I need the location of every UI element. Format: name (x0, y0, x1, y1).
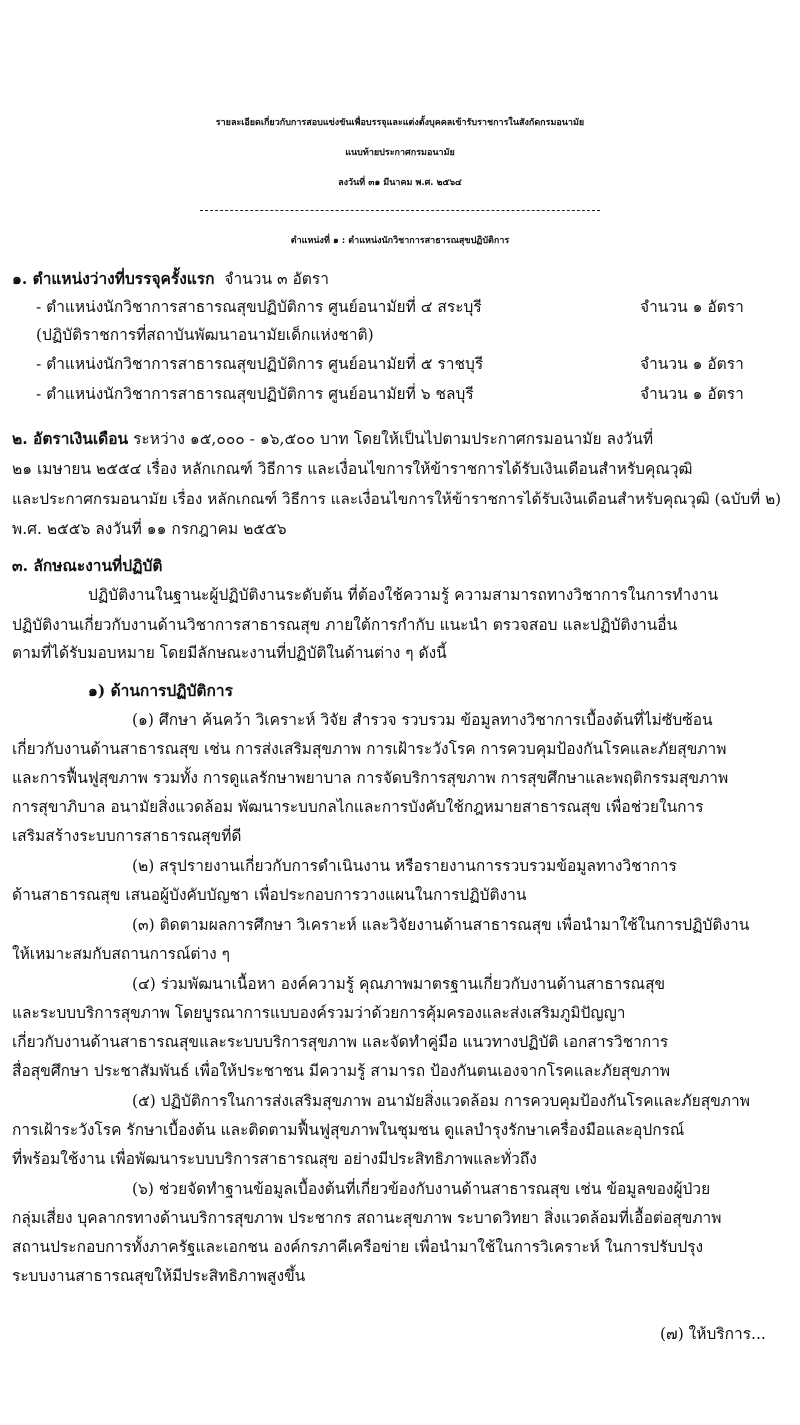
duty-1-line2: เกี่ยวกับงานด้านสาธารณสุข เช่น การส่งเสริมสุขภาพ การเฝ้าระวังโรค การควบคุมป้องกันโรคและภัยสุขภาพ (12, 740, 727, 758)
vacancy-count-2: จำนวน ๑ อัตรา (640, 355, 744, 373)
section3-intro-line1: ปฏิบัติงานในฐานะผู้ปฏิบัติงานระดับต้น ที่ต้องใช้ความรู้ ความสามารถทางวิชาการในการทำงาน (88, 586, 719, 604)
dashed-divider (200, 210, 600, 211)
section2-line4: พ.ศ. ๒๕๕๖ ลงวันที่ ๑๑ กรกฎาคม ๒๕๕๖ (12, 520, 287, 538)
duty-6-line2: กลุ่มเสี่ยง บุคลากรทางด้านบริการสุขภาพ ประชากร สถานะสุขภาพ ระบาดวิทยา สิ่งแวดล้อมที่เอื้อต่อสุขภาพ (12, 1209, 722, 1227)
section3-intro-line3: ตามที่ได้รับมอบหมาย โดยมีลักษณะงานที่ปฏิบัติในด้านต่าง ๆ ดังนี้ (12, 644, 447, 662)
vacancy-note: (ปฏิบัติราชการที่สถาบันพัฒนาอนามัยเด็กแห่งชาติ) (36, 326, 374, 344)
duty-1-line4: การสุขาภิบาล อนามัยสิ่งแวดล้อม พัฒนาระบบกลไกและการบังคับใช้กฎหมายสาธารณสุข เพื่อช่วยในการ (12, 798, 704, 816)
section2-line3: และประกาศกรมอนามัย เรื่อง หลักเกณฑ์ วิธีการ และเงื่อนไขการให้ข้าราชการได้รับเงินเดือนสำหรับคุณวุฒิ (ฉบับที่ ๒) (12, 490, 782, 508)
duty-5-line1: (๕) ปฏิบัติการในการส่งเสริมสุขภาพ อนามัยสิ่งแวดล้อม การควบคุมป้องกันโรคและภัยสุขภาพ (132, 1092, 750, 1110)
position-title: ตำแหน่งที่ ๑ : ตำแหน่งนักวิชาการสาธารณสุขปฏิบัติการ (290, 236, 510, 246)
duty-6-line3: สถานประกอบการทั้งภาครัฐและเอกชน องค์กรภาคีเครือข่าย เพื่อนำมาใช้ในการวิเคราะห์ ในการปรับปรุง (12, 1238, 704, 1256)
section1-heading (12, 268, 329, 290)
duty-4-line4: สื่อสุขศึกษา ประชาสัมพันธ์ เพื่อให้ประชาชน มีความรู้ สามารถ ป้องกันตนเองจากโรคและภัยสุขภาพ (12, 1062, 671, 1080)
duty-1-line1: (๑) ศึกษา ค้นคว้า วิเคราะห์ วิจัย สำรวจ รวบรวม ข้อมูลทางวิชาการเบื้องต้นที่ไม่ซับซ้อน (132, 711, 713, 729)
duty-4-line3: เกี่ยวกับงานด้านสาธารณสุขและระบบบริการสุขภาพ และจัดทำคู่มือ แนวทางปฏิบัติ เอกสารวิชาการ (12, 1033, 669, 1051)
header-title-line1: รายละเอียดเกี่ยวกับการสอบแข่งขันเพื่อบรรจุและแต่งตั้งบุคคลเข้ารับราชการในสังกัดกรมอนามัย (215, 118, 585, 128)
section2-title: ๒. อัตราเงินเดือน (12, 429, 129, 448)
section1-total: จำนวน ๓ อัตรา (224, 270, 329, 288)
header-date: ลงวันที่ ๓๑ มีนาคม พ.ศ. ๒๕๖๔ (338, 178, 462, 188)
duty-4-line2: และระบบบริการสุขภาพ โดยบูรณาการแบบองค์รวมว่าด้วยการคุ้มครองและส่งเสริมภูมิปัญญา (12, 1004, 626, 1022)
duty-4-line1: (๔) ร่วมพัฒนาเนื้อหา องค์ความรู้ คุณภาพมาตรฐานเกี่ยวกับงานด้านสาธารณสุข (132, 975, 666, 993)
salary-range: ระหว่าง ๑๕,๐๐๐ - ๑๖,๕๐๐ บาท โดยให้เป็นไปตามประกาศกรมอนามัย ลงวันที่ (133, 430, 654, 448)
duty-5-line2: การเฝ้าระวังโรค รักษาเบื้องต้น และติดตามฟื้นฟูสุขภาพในชุมชน ดูแลบำรุงรักษาเครื่องมือและอุปกรณ์ (12, 1121, 685, 1139)
subsection-operations-title: ๑) ด้านการปฏิบัติการ (88, 681, 233, 700)
vacancy-item-2: - ตำแหน่งนักวิชาการสาธารณสุขปฏิบัติการ ศูนย์อนามัยที่ ๕ ราชบุรี (36, 355, 484, 373)
duty-6-line4: ระบบงานสาธารณสุขให้มีประสิทธิภาพสูงขึ้น (12, 1267, 306, 1285)
page-continuation: (๗) ให้บริการ... (660, 1325, 766, 1343)
vacancy-item-3: - ตำแหน่งนักวิชาการสาธารณสุขปฏิบัติการ ศูนย์อนามัยที่ ๖ ชลบุรี (36, 385, 474, 403)
header-title-line2: แนบท้ายประกาศกรมอนามัย (345, 148, 455, 158)
duty-2-line1: (๒) สรุปรายงานเกี่ยวกับการดำเนินงาน หรือรายงานการรวบรวมข้อมูลทางวิชาการ (132, 857, 677, 875)
vacancy-item-1: - ตำแหน่งนักวิชาการสาธารณสุขปฏิบัติการ ศูนย์อนามัยที่ ๔ สระบุรี (36, 298, 482, 316)
section3-title: ๓. ลักษณะงานที่ปฏิบัติ (12, 556, 163, 575)
duty-6-line1: (๖) ช่วยจัดทำฐานข้อมูลเบื้องต้นที่เกี่ยวข้องกับงานด้านสาธารณสุข เช่น ข้อมูลของผู้ป่วย (132, 1180, 711, 1198)
vacancy-count-1: จำนวน ๑ อัตรา (640, 298, 744, 316)
section1-title: ๑. ตำแหน่งว่างที่บรรจุครั้งแรก (12, 269, 215, 288)
section3-intro-line2: ปฏิบัติงานเกี่ยวกับงานด้านวิชาการสาธารณสุข ภายใต้การกำกับ แนะนำ ตรวจสอบ และปฏิบัติงานอื่น (12, 616, 678, 634)
section2-line2: ๒๑ เมษายน ๒๕๕๔ เรื่อง หลักเกณฑ์ วิธีการ และเงื่อนไขการให้ข้าราชการได้รับเงินเดือนสำหรับคุณวุฒิ (12, 460, 693, 478)
section2-line1 (12, 428, 653, 450)
duty-1-line5: เสริมสร้างระบบการสาธารณสุขที่ดี (12, 827, 242, 845)
duty-3-line1: (๓) ติดตามผลการศึกษา วิเคราะห์ และวิจัยงานด้านสาธารณสุข เพื่อนำมาใช้ในการปฏิบัติงาน (132, 916, 750, 934)
duty-3-line2: ให้เหมาะสมกับสถานการณ์ต่าง ๆ (12, 945, 230, 963)
duty-1-line3: และการฟื้นฟูสุขภาพ รวมทั้ง การดูแลรักษาพยาบาล การจัดบริการสุขภาพ การสุขศึกษาและพฤติกรรมสุขภาพ (12, 769, 729, 787)
duty-2-line2: ด้านสาธารณสุข เสนอผู้บังคับบัญชา เพื่อประกอบการวางแผนในการปฏิบัติงาน (12, 886, 527, 904)
vacancy-count-3: จำนวน ๑ อัตรา (640, 385, 744, 403)
duty-5-line3: ที่พร้อมใช้งาน เพื่อพัฒนาระบบบริการสาธารณสุข อย่างมีประสิทธิภาพและทั่วถึง (12, 1150, 537, 1168)
